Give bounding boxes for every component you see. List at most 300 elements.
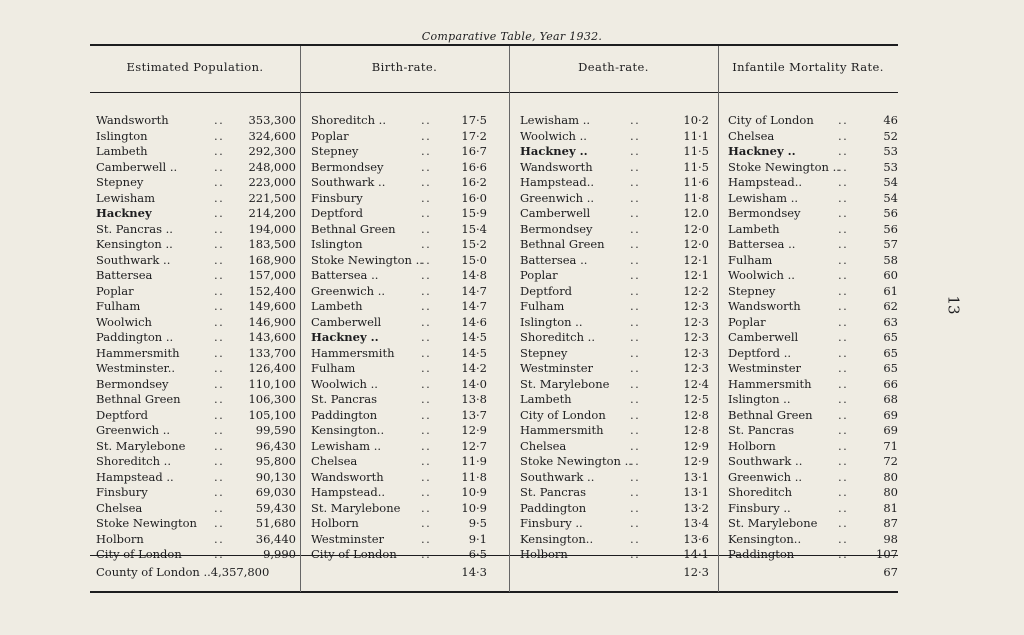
leader-dots: .. [214, 361, 225, 375]
table-row [311, 501, 487, 517]
table-row [311, 392, 487, 408]
table-row [728, 330, 898, 346]
table-row [520, 206, 709, 222]
rate-value: 12·4 [683, 376, 709, 391]
leader-dots: .. [838, 330, 849, 344]
leader-dots: .. [838, 438, 849, 453]
district-name: Islington .. [520, 314, 583, 329]
district-name: Hammersmith [728, 376, 812, 391]
rate-value: 51,680 [255, 516, 296, 530]
table-row [520, 268, 709, 284]
rate-value: 53 [883, 144, 898, 158]
rate-value: 107 [876, 547, 898, 561]
rate-value: 14·0 [461, 376, 487, 391]
rate-value: 14·7 [461, 299, 487, 313]
table-row [520, 253, 709, 269]
district-name: St. Marylebone [96, 438, 186, 453]
leader-dots: .. [214, 469, 225, 484]
leader-dots: .. [630, 531, 641, 546]
leader-dots: .. [214, 144, 225, 158]
table-row [728, 315, 898, 331]
district-name: Southwark .. [311, 175, 386, 189]
rate-value: 62 [883, 299, 898, 313]
district-name: Stepney [96, 175, 144, 189]
table-row [520, 330, 709, 346]
table-row [520, 129, 709, 145]
total-population-value: 4,357,800 [210, 565, 270, 579]
rate-value: 11·5 [683, 144, 709, 158]
table-row [311, 516, 487, 532]
district-name: Hackney .. [520, 144, 588, 158]
leader-dots: .. [838, 500, 849, 515]
leader-dots: .. [838, 283, 849, 298]
district-name: Woolwich .. [311, 376, 378, 391]
district-name: Battersea .. [311, 268, 379, 282]
leader-dots: .. [214, 159, 225, 174]
district-name: Bethnal Green [728, 407, 813, 422]
table-row [728, 501, 898, 517]
district-name: Stepney [728, 283, 776, 298]
leader-dots: .. [838, 345, 849, 360]
rate-value: 12.0 [683, 206, 709, 220]
table-row [96, 346, 296, 362]
table-row [520, 222, 709, 238]
district-name: Hackney .. [728, 144, 796, 158]
table-row [520, 361, 709, 377]
leader-dots: .. [421, 190, 432, 205]
table-row [520, 547, 709, 563]
district-name: Battersea [96, 268, 153, 282]
table-row [520, 454, 709, 470]
page-number: 13 [944, 295, 963, 315]
district-name: Greenwich .. [96, 423, 171, 437]
district-name: Camberwell .. [96, 159, 178, 174]
leader-dots: .. [630, 485, 641, 499]
district-name: Lambeth [96, 144, 148, 158]
leader-dots: .. [838, 159, 849, 174]
column-divider [300, 46, 301, 592]
district-name: Greenwich .. [520, 190, 595, 205]
rate-value: 10·2 [683, 113, 709, 127]
table-row [311, 330, 487, 346]
leader-dots: .. [214, 531, 225, 546]
rate-value: 59,430 [255, 500, 296, 515]
table-row [311, 408, 487, 424]
leader-dots: .. [421, 531, 432, 546]
district-name: Lewisham .. [311, 438, 381, 453]
rate-value: 152,400 [248, 283, 296, 298]
table-row [728, 516, 898, 532]
rate-value: 221,500 [248, 190, 296, 205]
table-row [728, 206, 898, 222]
rate-value: 12·9 [683, 438, 709, 453]
table-row [96, 206, 296, 222]
district-name: Bermondsey [96, 376, 169, 391]
leader-dots: .. [630, 361, 641, 375]
district-name: Wandsworth [96, 113, 169, 127]
table-row [311, 144, 487, 160]
rate-value: 15·0 [461, 252, 487, 267]
district-name: Camberwell [311, 314, 382, 329]
header-population: Estimated Population. [126, 60, 264, 74]
leader-dots: .. [630, 190, 641, 205]
district-name: Wandsworth [728, 299, 801, 313]
rate-value: 149,600 [248, 299, 296, 313]
rate-value: 11·8 [461, 469, 487, 484]
table-row [728, 547, 898, 563]
total-death-rate: 12·3 [683, 565, 709, 579]
table-row [520, 532, 709, 548]
table-row [520, 191, 709, 207]
leader-dots: .. [421, 113, 432, 127]
leader-dots: .. [421, 376, 432, 391]
rate-value: 69 [883, 423, 898, 437]
header-death-rate: Death-rate. [578, 60, 649, 74]
district-name: Lewisham .. [520, 113, 590, 127]
district-name: Finsbury [311, 190, 363, 205]
table-row [96, 501, 296, 517]
rate-value: 14·7 [461, 283, 487, 298]
table-row [96, 160, 296, 176]
rate-value: 13·1 [683, 469, 709, 484]
leader-dots: .. [630, 237, 641, 251]
district-name: Hampstead.. [311, 485, 386, 499]
table-row [96, 268, 296, 284]
table-row [520, 439, 709, 455]
district-name: City of London [96, 547, 182, 561]
leader-dots: .. [421, 330, 432, 344]
district-name: Lambeth [520, 392, 572, 406]
leader-dots: .. [421, 128, 432, 143]
rate-value: 53 [883, 159, 898, 174]
leader-dots: .. [421, 314, 432, 329]
leader-dots: .. [630, 407, 641, 422]
leader-dots: .. [214, 376, 225, 391]
leader-dots: .. [838, 423, 849, 437]
district-name: St. Pancras [520, 485, 586, 499]
district-name: St. Marylebone [728, 516, 818, 530]
leader-dots: .. [214, 500, 225, 515]
district-name: Southwark .. [96, 252, 171, 267]
district-name: City of London [311, 547, 397, 561]
leader-dots: .. [214, 547, 225, 561]
district-name: Battersea .. [520, 252, 588, 267]
bottom-rule [90, 591, 898, 593]
leader-dots: .. [214, 237, 225, 251]
district-name: Deptford .. [728, 345, 792, 360]
rate-value: 80 [883, 469, 898, 484]
rate-value: 15·9 [461, 206, 487, 220]
district-name: Stepney [311, 144, 359, 158]
table-row [728, 485, 898, 501]
district-name: Stoke Newington .. [520, 454, 632, 468]
leader-dots: .. [421, 237, 432, 251]
table-row [728, 253, 898, 269]
leader-dots: .. [214, 485, 225, 499]
district-name: Kensington.. [520, 531, 594, 546]
rate-value: 126,400 [248, 361, 296, 375]
rate-value: 80 [883, 485, 898, 499]
rate-value: 248,000 [248, 159, 296, 174]
table-row [311, 222, 487, 238]
leader-dots: .. [421, 268, 432, 282]
district-name: Southwark .. [728, 454, 803, 468]
leader-dots: .. [214, 407, 225, 422]
leader-dots: .. [421, 407, 432, 422]
leader-dots: .. [214, 345, 225, 360]
district-name: Poplar [728, 314, 766, 329]
district-name: Hampstead.. [520, 175, 595, 189]
rate-value: 14·2 [461, 361, 487, 375]
leader-dots: .. [838, 113, 849, 127]
table-row [96, 237, 296, 253]
total-population [96, 565, 269, 579]
leader-dots: .. [838, 144, 849, 158]
rate-value: 46 [883, 113, 898, 127]
table-row [728, 222, 898, 238]
table-row [520, 113, 709, 129]
leader-dots: .. [214, 314, 225, 329]
rate-value: 12·1 [683, 252, 709, 267]
district-name: Southwark .. [520, 469, 595, 484]
district-name: Deptford [520, 283, 573, 298]
district-name: Paddington [311, 407, 378, 422]
table-row [311, 113, 487, 129]
table-row [520, 160, 709, 176]
table-row [520, 346, 709, 362]
rate-value: 133,700 [248, 345, 296, 360]
leader-dots: .. [838, 175, 849, 189]
table-row [728, 361, 898, 377]
rate-value: 13·1 [683, 485, 709, 499]
rate-value: 65 [883, 330, 898, 344]
district-name: St. Marylebone [520, 376, 610, 391]
table-row [728, 129, 898, 145]
leader-dots: .. [421, 361, 432, 375]
rate-value: 9·5 [468, 516, 487, 530]
leader-dots: .. [838, 469, 849, 484]
rate-value: 57 [883, 237, 898, 251]
rate-value: 110,100 [248, 376, 296, 391]
district-name: City of London [728, 113, 814, 127]
table-row [96, 532, 296, 548]
table-row [96, 284, 296, 300]
district-name: Hammersmith [96, 345, 180, 360]
leader-dots: .. [630, 314, 641, 329]
leader-dots: .. [630, 206, 641, 220]
district-name: St. Pancras [311, 392, 377, 406]
leader-dots: .. [214, 330, 225, 344]
leader-dots: .. [630, 392, 641, 406]
table-row [96, 408, 296, 424]
rate-value: 13·6 [683, 531, 709, 546]
district-name: Paddington [520, 500, 587, 515]
district-name: Poplar [520, 268, 558, 282]
leader-dots: .. [214, 252, 225, 267]
rate-value: 52 [883, 128, 898, 143]
table-row [728, 454, 898, 470]
table-row [520, 408, 709, 424]
district-name: Finsbury .. [520, 516, 583, 530]
table-row [311, 439, 487, 455]
table-row [311, 377, 487, 393]
district-name: Battersea .. [728, 237, 796, 251]
table-row [728, 284, 898, 300]
rate-value: 68 [883, 392, 898, 406]
leader-dots: .. [630, 547, 641, 561]
birth-rate-column [311, 113, 487, 563]
district-name: Holborn [728, 438, 776, 453]
district-name: Wandsworth [520, 159, 593, 174]
district-name: Westminster [311, 531, 385, 546]
district-name: Woolwich .. [728, 268, 795, 282]
rate-value: 11·8 [683, 190, 709, 205]
table-row [728, 160, 898, 176]
rate-value: 10·9 [461, 500, 487, 515]
table-row [520, 315, 709, 331]
column-divider [509, 46, 510, 592]
leader-dots: .. [838, 128, 849, 143]
rate-value: 81 [883, 500, 898, 515]
table-row [96, 315, 296, 331]
table-row [96, 547, 296, 563]
table-row [728, 408, 898, 424]
leader-dots: .. [421, 299, 432, 313]
rate-value: 71 [883, 438, 898, 453]
district-name: Camberwell [520, 206, 591, 220]
district-name: Stoke Newington [96, 516, 197, 530]
table-row [728, 268, 898, 284]
table-caption: Comparative Table, Year 1932. [421, 30, 603, 43]
district-name: Hackney [96, 206, 152, 220]
table-row [728, 423, 898, 439]
rate-value: 14·5 [461, 330, 487, 344]
rate-value: 54 [883, 190, 898, 205]
leader-dots: .. [630, 144, 641, 158]
table-row [311, 175, 487, 191]
leader-dots: .. [630, 438, 641, 453]
rate-value: 17·5 [461, 113, 487, 127]
district-name: Bethnal Green [520, 237, 605, 251]
leader-dots: .. [421, 206, 432, 220]
leader-dots: .. [838, 190, 849, 205]
leader-dots: .. [838, 531, 849, 546]
table-row [96, 439, 296, 455]
rate-value: 12·0 [683, 221, 709, 236]
header-infantile-mortality: Infantile Mortality Rate. [732, 60, 884, 74]
table-row [311, 268, 487, 284]
district-name: Hampstead .. [96, 469, 174, 484]
rate-value: 106,300 [248, 392, 296, 406]
leader-dots: .. [838, 547, 849, 561]
leader-dots: .. [838, 376, 849, 391]
leader-dots: .. [630, 423, 641, 437]
rate-value: 12·3 [683, 299, 709, 313]
district-name: Holborn [96, 531, 144, 546]
death-rate-column [520, 113, 709, 563]
total-infantile-mortality: 67 [883, 565, 898, 579]
table-row [520, 237, 709, 253]
rate-value: 90,130 [255, 469, 296, 484]
leader-dots: .. [838, 314, 849, 329]
table-row [96, 392, 296, 408]
rate-value: 6·5 [468, 547, 487, 561]
leader-dots: .. [214, 454, 225, 468]
district-name: Hackney .. [311, 330, 379, 344]
rate-value: 292,300 [248, 144, 296, 158]
table-row [96, 485, 296, 501]
rate-value: 66 [883, 376, 898, 391]
leader-dots: .. [838, 407, 849, 422]
rate-value: 168,900 [248, 252, 296, 267]
table-row [520, 299, 709, 315]
table-row [311, 454, 487, 470]
rate-value: 13·4 [683, 516, 709, 530]
rate-value: 12·3 [683, 314, 709, 329]
rate-value: 56 [883, 221, 898, 236]
district-name: Wandsworth [311, 469, 384, 484]
table-row [96, 253, 296, 269]
leader-dots: .. [630, 159, 641, 174]
district-name: Kensington.. [311, 423, 385, 437]
table-row [520, 175, 709, 191]
district-name: Holborn [520, 547, 568, 561]
rate-value: 143,600 [248, 330, 296, 344]
leader-dots: .. [630, 299, 641, 313]
table-row [311, 299, 487, 315]
rate-value: 14·8 [461, 268, 487, 282]
rate-value: 11·9 [461, 454, 487, 468]
rate-value: 13·2 [683, 500, 709, 515]
district-name: City of London [520, 407, 606, 422]
leader-dots: .. [838, 516, 849, 530]
table-row [96, 175, 296, 191]
table-row [520, 516, 709, 532]
district-name: Chelsea [728, 128, 775, 143]
rate-value: 16·0 [461, 190, 487, 205]
rate-value: 58 [883, 252, 898, 267]
rate-value: 56 [883, 206, 898, 220]
leader-dots: .. [838, 485, 849, 499]
rate-value: 99,590 [255, 423, 296, 437]
leader-dots: .. [214, 128, 225, 143]
leader-dots: .. [421, 159, 432, 174]
district-name: Holborn [311, 516, 359, 530]
table-row [96, 222, 296, 238]
leader-dots: .. [630, 268, 641, 282]
rate-value: 65 [883, 361, 898, 375]
district-name: Chelsea [96, 500, 143, 515]
district-name: Camberwell [728, 330, 799, 344]
table-row [311, 532, 487, 548]
rate-value: 12·8 [683, 423, 709, 437]
rate-value: 15·4 [461, 221, 487, 236]
district-name: Shoreditch .. [520, 330, 595, 344]
rate-value: 183,500 [248, 237, 296, 251]
rate-value: 12·1 [683, 268, 709, 282]
rate-value: 11·6 [683, 175, 709, 189]
table-row [311, 315, 487, 331]
table-row [311, 237, 487, 253]
district-name: Kensington .. [96, 237, 173, 251]
district-name: Shoreditch .. [96, 454, 171, 468]
table-row [311, 284, 487, 300]
rate-value: 105,100 [248, 407, 296, 422]
district-name: Islington .. [728, 392, 791, 406]
rate-value: 12·8 [683, 407, 709, 422]
district-name: Deptford [311, 206, 364, 220]
district-name: Bermondsey [728, 206, 801, 220]
